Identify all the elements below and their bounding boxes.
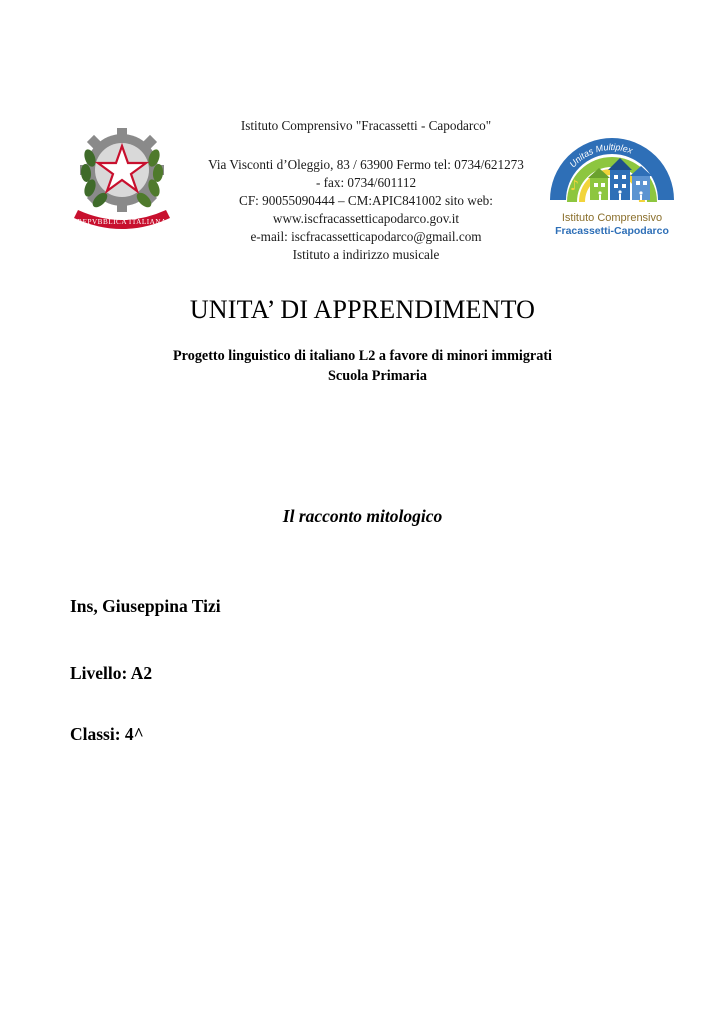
subtitle-line-2: Scuola Primaria <box>328 368 427 384</box>
svg-text:Unitas Multiplex: Unitas Multiplex <box>567 141 634 170</box>
document-subtitle <box>0 346 725 386</box>
school-name: Istituto Comprensivo "Fracassetti - Capodarco" <box>240 118 492 133</box>
teacher-name: Ins, Giuseppina Tizi <box>70 596 221 616</box>
svg-text:♪: ♪ <box>570 178 579 194</box>
classes-label: Classi: 4^ <box>70 724 144 744</box>
italian-republic-emblem-icon <box>70 118 174 230</box>
email-line[interactable]: e-mail: iscfracassetticapodarco@gmail.com <box>250 229 482 244</box>
music-line: Istituto a indirizzo musicale <box>292 247 440 262</box>
school-logo-line2: Fracassetti-Capodarco <box>555 225 669 237</box>
subtitle-line-1: Progetto linguistico di italiano L2 a favore di minori immigrati <box>173 348 552 364</box>
address-line: Via Visconti d’Oleggio, 83 / 63900 Fermo tel: 0734/621273 <box>208 157 524 172</box>
document-title: UNITA’ DI APPRENDIMENTO <box>189 295 536 324</box>
codes-line: CF: 90055090444 – CM:APIC841002 sito web: <box>239 193 493 208</box>
fax-line: - fax: 0734/601112 <box>315 175 417 190</box>
topic-title: Il racconto mitologico <box>282 506 443 526</box>
letterhead <box>176 117 556 264</box>
website-link[interactable]: www.iscfracassetticapodarco.gov.it <box>272 211 460 226</box>
school-logo-icon <box>550 118 674 240</box>
school-logo-line1: Istituto Comprensivo <box>561 212 663 224</box>
level-label: Livello: A2 <box>70 663 153 683</box>
svg-text:REPVBBLICA ITALIANA: REPVBBLICA ITALIANA <box>77 218 167 226</box>
